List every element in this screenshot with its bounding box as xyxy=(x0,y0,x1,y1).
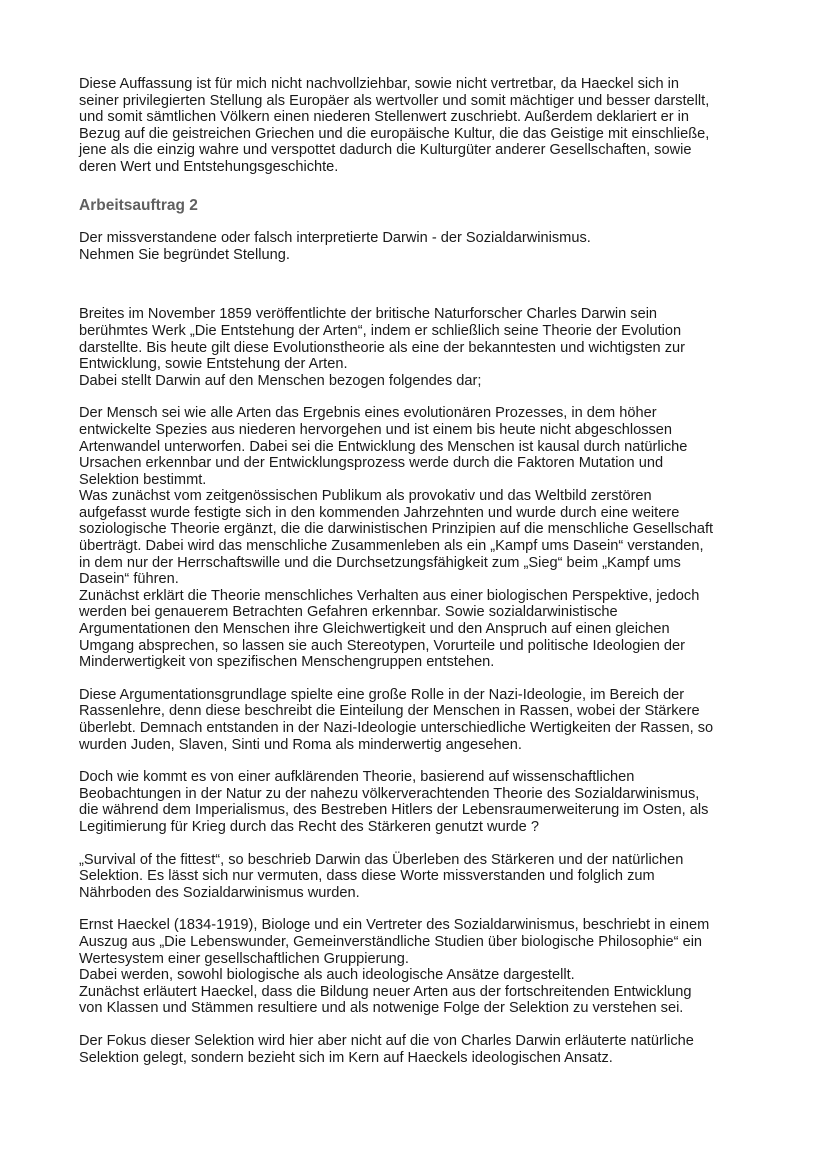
text-line: Umgang absprechen, so lassen sie auch Stereotypen, Vorurteile und politische Ideologien der xyxy=(79,637,686,654)
text-line: in dem nur der Herrschaftswille und die Durchsetzungsfähigkeit zum „Sieg“ beim „Kampf ums xyxy=(79,554,681,571)
paragraph-selection-focus xyxy=(79,1033,759,1066)
intro-paragraph xyxy=(79,76,759,176)
text-line: Diese Auffassung ist für mich nicht nachvollziehbar, sowie nicht vertretbar, da Haeckel sich in xyxy=(79,76,679,92)
text-line: entwickelte Spezies aus niederen hervorgehen und ist einem bis heute nicht abgeschlossen xyxy=(79,421,673,438)
text-line: Der Fokus dieser Selektion wird hier aber nicht auf die von Charles Darwin erläuterte natürliche xyxy=(79,1032,694,1049)
text-line: überträgt. Dabei wird das menschliche Zusammenleben als ein „Kampf ums Dasein“ verstanden, xyxy=(79,538,704,555)
text-line: Ernst Haeckel (1834-1919), Biologe und ein Vertreter des Sozialdarwinismus, beschriebt in einem xyxy=(79,917,710,934)
text-line: Der Mensch sei wie alle Arten das Ergebnis eines evolutionären Prozesses, in dem höher xyxy=(79,405,657,422)
text-line: Dabei stellt Darwin auf den Menschen bezogen folgendes dar; xyxy=(79,372,482,389)
text-line: „Survival of the fittest“, so beschrieb Darwin das Überleben des Stärkeren und der natürlichen xyxy=(79,851,684,868)
text-line: Ursachen erkennbar und der Entwicklungsprozess werde durch die Faktoren Mutation und xyxy=(79,455,664,472)
text-line: Bezug auf die geistreichen Griechen und die europäische Kultur, die das Geistige mit einschließe, xyxy=(79,125,710,142)
text-line: Nährboden des Sozialdarwinismus wurden. xyxy=(79,884,360,901)
text-line: Selektion gelegt, sondern bezieht sich im Kern auf Haeckels ideologischen Ansatz. xyxy=(79,1049,613,1066)
text-line: Breites im November 1859 veröffentlichte der britische Naturforscher Charles Darwin sein xyxy=(79,306,658,323)
text-line: Zunächst erklärt die Theorie menschliches Verhalten aus einer biologischen Perspektive, jedoch xyxy=(79,587,700,604)
text-line: seiner privilegierten Stellung als Europäer als wertvoller und somit mächtiger und besser darstellt, xyxy=(79,92,710,109)
text-line: Selektion. Es lässt sich nur vermuten, dass diese Worte missverstanden und folglich zum xyxy=(79,868,655,885)
text-line: Was zunächst vom zeitgenössischen Publikum als provokativ und das Weltbild zerstören xyxy=(79,488,652,505)
text-line: Rassenlehre, denn diese beschreibt die Einteilung der Menschen in Rassen, wobei der Stärkere xyxy=(79,703,700,720)
text-line: Dabei werden, sowohl biologische als auch ideologische Ansätze dargestellt. xyxy=(79,967,575,984)
text-line: Zunächst erläutert Haeckel, dass die Bildung neuer Arten aus der fortschreitenden Entwicklung xyxy=(79,983,692,1000)
text-line: werden bei genauerem Betrachten Gefahren erkennbar. Sowie sozialdarwinistische xyxy=(79,604,618,621)
text-line: Wertesystem einer gesellschaftlichen Gruppierung. xyxy=(79,950,409,967)
text-line: jene als die einzig wahre und verspottet dadurch die Kulturgüter anderer Gesellschaften, sowie xyxy=(79,142,692,159)
paragraph-haeckel xyxy=(79,917,759,1017)
text-line: Legitimierung für Krieg durch das Recht des Stärkeren genutzt wurde ? xyxy=(79,818,539,835)
paragraph-survival xyxy=(79,852,759,902)
section-heading: Arbeitsauftrag 2 xyxy=(79,196,198,214)
text-line: wurden Juden, Slaven, Sinti und Roma als minderwertig angesehen. xyxy=(79,736,522,753)
text-line: Auszug aus „Die Lebenswunder, Gemeinverständliche Studien über biologische Philosophie“ ein xyxy=(79,933,703,950)
text-line: die während dem Imperialismus, des Bestreben Hitlers der Lebensraumerweiterung im Osten, als xyxy=(79,802,709,819)
text-line: Diese Argumentationsgrundlage spielte eine große Rolle in der Nazi-Ideologie, im Bereich der xyxy=(79,686,685,703)
text-line: von Klassen und Stämmen resultiere und als notwenige Folge der Selektion zu verstehen sei. xyxy=(79,1000,684,1017)
text-line: Doch wie kommt es von einer aufklärenden Theorie, basierend auf wissenschaftlichen xyxy=(79,769,635,786)
text-line: darstellte. Bis heute gilt diese Evolutionstheorie als eine der bekanntesten und wichtigsten zur xyxy=(79,339,686,356)
text-line: Artenwandel unterworfen. Dabei sei die Entwicklung des Menschen ist kausal durch natürliche xyxy=(79,438,688,455)
text-line: Argumentationen den Menschen ihre Gleichwertigkeit und den Anspruch auf einen gleichen xyxy=(79,621,670,638)
document-body xyxy=(79,76,759,1066)
text-line: Entwicklung, sowie Entstehung der Arten. xyxy=(79,356,348,373)
text-line: und somit sämtlichen Völkern einen niederen Stellenwert zuschriebt. Außerdem deklariert er in xyxy=(79,109,690,126)
text-line: Nehmen Sie begründet Stellung. xyxy=(79,246,290,263)
paragraph-evolution xyxy=(79,405,759,671)
text-line: Selektion bestimmt. xyxy=(79,471,207,488)
text-line: soziologische Theorie ergänzt, die die darwinistischen Prinzipien auf die menschliche Gesellschaft xyxy=(79,521,714,538)
text-line: überlebt. Demnach entstanden in der Nazi-Ideologie unterschiedliche Wertigkeiten der Rassen, so xyxy=(79,720,714,736)
text-line: Dasein“ führen. xyxy=(79,571,179,588)
text-line: Der missverstandene oder falsch interpretierte Darwin - der Sozialdarwinismus. xyxy=(79,230,591,247)
text-line: berühmtes Werk „Die Entstehung der Arten“, indem er schließlich seine Theorie der Evolution xyxy=(79,322,682,339)
paragraph-question xyxy=(79,769,759,835)
text-line: aufgefasst wurde festigte sich in den kommenden Jahrzehnten und wurde durch eine weitere xyxy=(79,504,680,521)
text-line: Minderwertigkeit von spezifischen Menschengruppen entstehen. xyxy=(79,654,495,671)
text-line: deren Wert und Entstehungsgeschichte. xyxy=(79,158,339,175)
paragraph-nazi-ideology xyxy=(79,687,759,753)
text-line: Beobachtungen in der Natur zu der nahezu völkerverachtenden Theorie des Sozialdarwinismus, xyxy=(79,785,700,802)
paragraph-darwin-intro xyxy=(79,306,759,389)
task-statement xyxy=(79,230,759,263)
